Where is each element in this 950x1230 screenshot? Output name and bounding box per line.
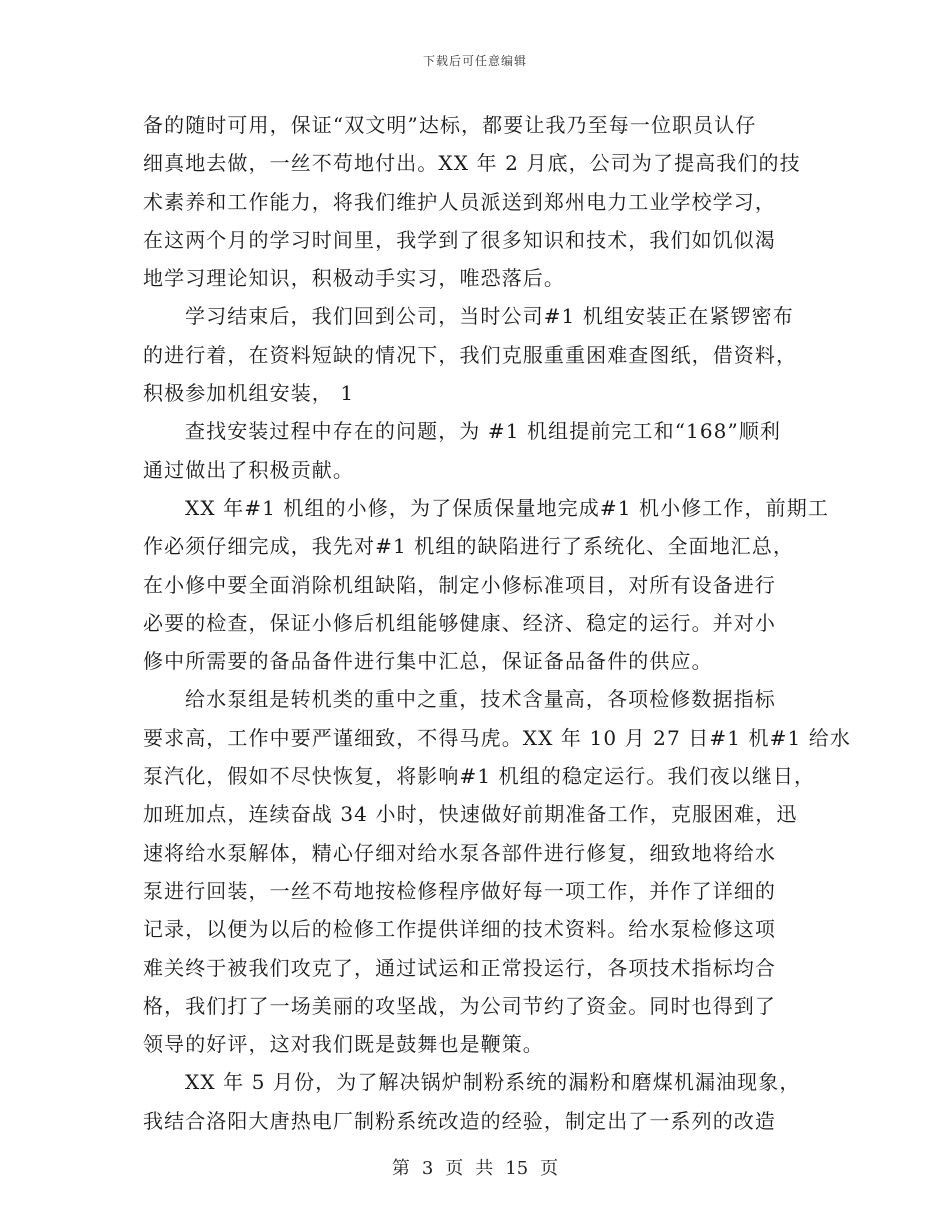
- paragraph-2: [143, 297, 803, 412]
- text-line: 地学习理论知识，积极动手实习，唯恐落后。: [143, 266, 565, 291]
- text-line: XX 年#1 机组的小修，为了保质保量地完成#1 机小修工作，前期工: [185, 495, 829, 520]
- text-line: 学习结束后，我们回到公司，当时公司#1 机组安装正在紧锣密布: [185, 304, 794, 329]
- paragraph-4: [143, 489, 829, 680]
- text-line: 给水泵组是转机类的重中之重，技术含量高，各项检修数据指标: [185, 687, 776, 712]
- text-line: 查找安装过程中存在的问题，为 #1 机组提前完工和“168”顺利: [185, 419, 782, 444]
- text-line: 在这两个月的学习时间里，我学到了很多知识和技术，我们如饥似渴: [143, 227, 776, 252]
- text-line: 要求高，工作中要严谨细致，不得马虎。XX 年 10 月 27 日#1 机#1 给水: [143, 725, 851, 750]
- text-line: 术素养和工作能力，将我们维护人员派送到郑州电力工业学校学习，: [143, 189, 776, 214]
- text-line: 泵汽化，假如不尽快恢复，将影响#1 机组的稳定运行。我们夜以继日，: [143, 764, 816, 789]
- text-line: 在小修中要全面消除机组缺陷，制定小修标准项目，对所有设备进行: [143, 572, 776, 597]
- text-line: XX 年 5 月份，为了解决锅炉制粉系统的漏粉和磨煤机漏油现象，: [185, 1070, 801, 1095]
- text-line: 难关终于被我们攻克了，通过试运和正常投运行，各项技术指标均合: [143, 955, 776, 980]
- text-line: 修中所需要的备品备件进行集中汇总，保证备品备件的供应。: [143, 649, 713, 674]
- text-line: 泵进行回装，一丝不苟地按检修程序做好每一项工作，并作了详细的: [143, 878, 776, 903]
- text-line: 速将给水泵解体，精心仔细对给水泵各部件进行修复，细致地将给水: [143, 840, 776, 865]
- page-label-suffix: 页: [540, 1158, 559, 1179]
- text-line: 加班加点，连续奋战 34 小时，快速做好前期准备工作，克服困难，迅: [143, 802, 798, 827]
- text-line: 备的随时可用，保证“双文明”达标，都要让我乃至每一位职员认仔: [143, 113, 757, 137]
- text-line: 格，我们打了一场美丽的攻坚战，为公司节约了资金。同时也得到了: [143, 993, 776, 1018]
- text-line: 的进行着，在资料短缺的情况下，我们克服重重困难查图纸，借资料，: [143, 342, 798, 367]
- paragraph-6: [143, 1063, 803, 1140]
- page-footer: [0, 1154, 950, 1180]
- page-current: 3: [421, 1158, 434, 1179]
- text-line: 记录，以便为以后的检修工作提供详细的技术资料。给水泵检修这项: [143, 917, 776, 942]
- page-label-prefix: 第: [391, 1158, 410, 1179]
- text-line: 必要的检查，保证小修后机组能够健康、经济、稳定的运行。并对小: [143, 610, 776, 635]
- text-line: 作必须仔细完成，我先对#1 机组的缺陷进行了系统化、全面地汇总，: [143, 534, 795, 559]
- text-line: 通过做出了积极贡献。: [143, 457, 354, 482]
- page-header: 下载后可任意编辑: [422, 54, 527, 68]
- paragraph-5: [143, 680, 851, 1063]
- page-total: 15: [505, 1158, 529, 1179]
- text-line: 细真地去做，一丝不苟地付出。XX 年 2 月底，公司为了提高我们的技: [143, 151, 801, 176]
- paragraph-1: [143, 106, 803, 297]
- text-line: 积极参加机组安装， 1: [143, 381, 355, 406]
- page-label-mid: 页: [445, 1158, 464, 1179]
- text-line: 我结合洛阳大唐热电厂制粉系统改造的经验，制定出了一系列的改造: [143, 1108, 776, 1133]
- document-body: [143, 106, 851, 1140]
- total-label: 共: [475, 1158, 494, 1179]
- text-line: 领导的好评，这对我们既是鼓舞也是鞭策。: [143, 1032, 544, 1057]
- paragraph-3: [143, 412, 803, 489]
